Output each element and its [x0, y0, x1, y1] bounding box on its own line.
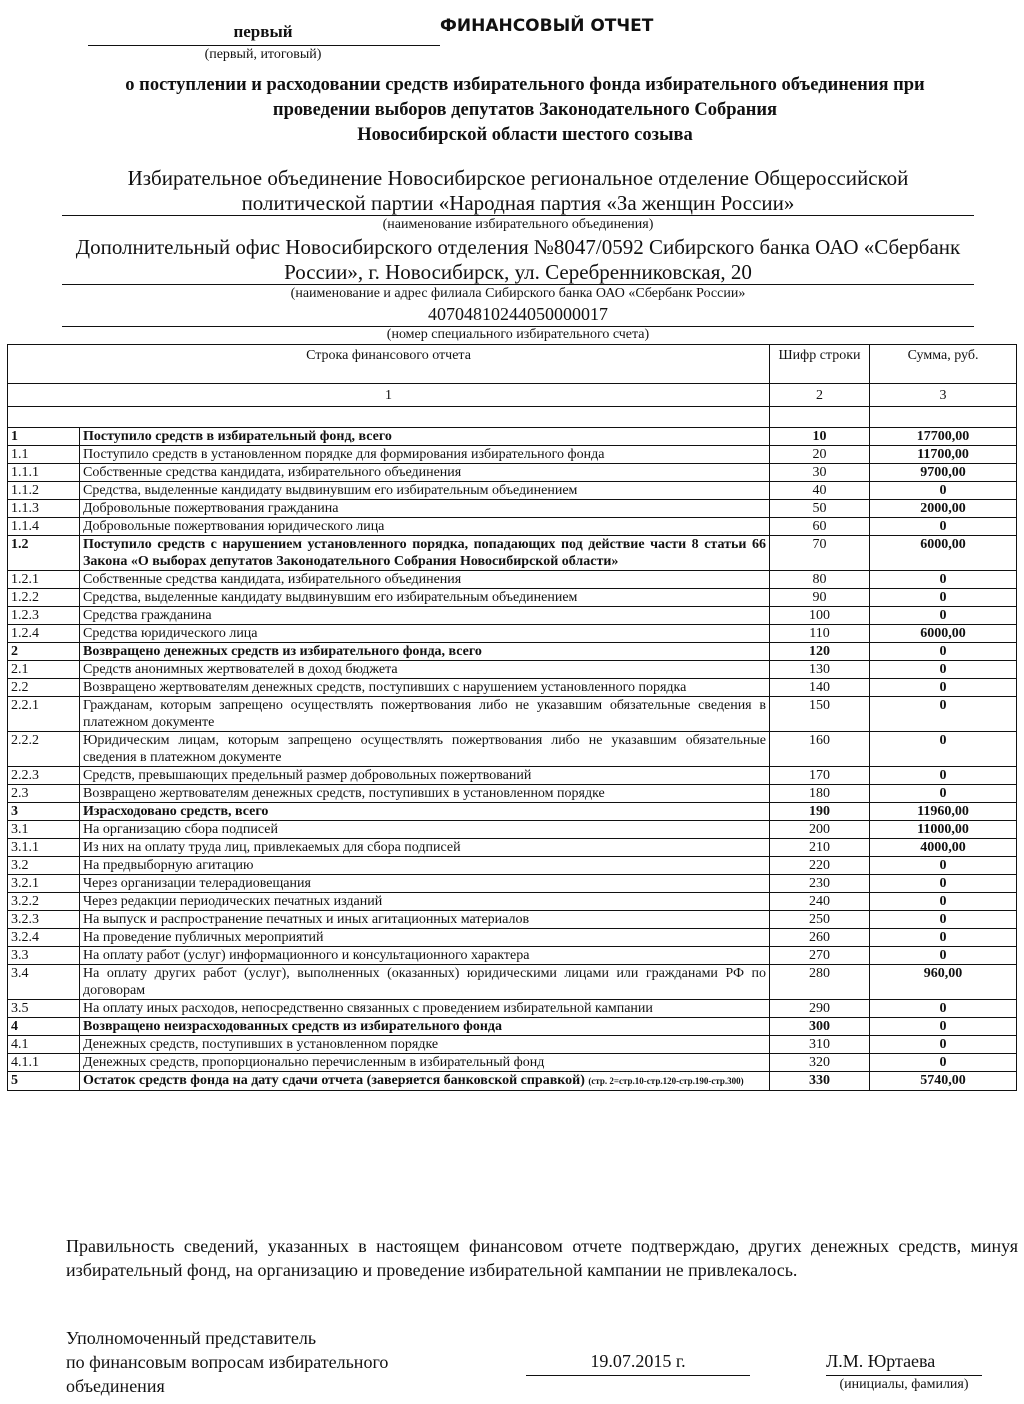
association-name — [62, 166, 974, 216]
row-name-text: Денежных средств, пропорционально перечисленным в избирательный фонд — [83, 1055, 545, 1070]
table-row — [8, 965, 1017, 1000]
row-name-text: Израсходовано средств, всего — [83, 804, 269, 819]
row-sum: 0 — [870, 785, 1017, 803]
association-line: Избирательное объединение Новосибирское региональное отделение Общероссийской — [127, 166, 909, 190]
row-name-text: Средства гражданина — [83, 608, 212, 623]
row-code: 240 — [770, 893, 870, 911]
row-sum: 9700,00 — [870, 464, 1017, 482]
table-row — [8, 839, 1017, 857]
row-name-text: Гражданам, которым запрещено осуществлять пожертвования либо не указавшим обязательные сведения в платежном документе — [83, 698, 767, 730]
row-name — [80, 536, 770, 571]
row-name-text: Возвращено жертвователям денежных средств, поступивших в установленном порядке — [83, 786, 605, 801]
row-name-text: Остаток средств фонда на дату сдачи отчета (заверяется банковской справкой) — [83, 1073, 585, 1088]
row-number: 3.1 — [8, 821, 80, 839]
row-name-text: На оплату работ (услуг) информационного и консультационного характера — [83, 948, 530, 963]
row-number: 4 — [8, 1018, 80, 1036]
row-number: 3.2 — [8, 857, 80, 875]
row-sum: 0 — [870, 482, 1017, 500]
row-sum: 11000,00 — [870, 821, 1017, 839]
row-name — [80, 661, 770, 679]
table-row — [8, 732, 1017, 767]
row-name — [80, 643, 770, 661]
row-number: 1 — [8, 428, 80, 446]
row-number: 3.3 — [8, 947, 80, 965]
row-sum: 0 — [870, 911, 1017, 929]
bank-hint: (наименование и адрес филиала Сибирского банка ОАО «Сбербанк России» — [290, 286, 746, 301]
subtitle-line: Новосибирской области шестого созыва — [357, 125, 693, 145]
colnum-2: 2 — [770, 384, 870, 407]
row-code: 200 — [770, 821, 870, 839]
row-sum: 960,00 — [870, 965, 1017, 1000]
row-name — [80, 929, 770, 947]
row-code: 260 — [770, 929, 870, 947]
row-number: 1.1.4 — [8, 518, 80, 536]
row-sum: 0 — [870, 643, 1017, 661]
row-name — [80, 785, 770, 803]
row-code: 170 — [770, 767, 870, 785]
table-row — [8, 929, 1017, 947]
row-code: 210 — [770, 839, 870, 857]
table-row — [8, 643, 1017, 661]
row-sum: 0 — [870, 1036, 1017, 1054]
row-name-text: На организацию сбора подписей — [83, 822, 278, 837]
table-row — [8, 500, 1017, 518]
row-name-text: Юридическим лицам, которым запрещено осуществлять пожертвования либо не указавшим обязательные сведения в платежном документе — [83, 733, 767, 765]
header-line: Строка финансового отчета — [8, 345, 770, 384]
row-name-text: На предвыборную агитацию — [83, 858, 254, 873]
row-sum: 0 — [870, 893, 1017, 911]
row-code: 300 — [770, 1018, 870, 1036]
report-type-rule — [88, 45, 440, 46]
row-code: 330 — [770, 1072, 870, 1091]
row-name-text: На оплату иных расходов, непосредственно связанных с проведением избирательной кампании — [83, 1001, 653, 1016]
bank-rule — [62, 284, 974, 285]
table-row — [8, 446, 1017, 464]
table-row — [8, 428, 1017, 446]
row-sum: 17700,00 — [870, 428, 1017, 446]
row-number: 4.1 — [8, 1036, 80, 1054]
row-number: 1.2.2 — [8, 589, 80, 607]
table-row — [8, 482, 1017, 500]
role-line: по финансовым вопросам избирательного — [66, 1352, 389, 1372]
row-number: 3.2.4 — [8, 929, 80, 947]
table-row — [8, 625, 1017, 643]
row-code: 70 — [770, 536, 870, 571]
row-name-text: Средств, превышающих предельный размер добровольных пожертвований — [83, 768, 532, 783]
row-sum: 0 — [870, 767, 1017, 785]
row-name-text: Через редакции периодических печатных изданий — [83, 894, 383, 909]
row-number: 1.2 — [8, 536, 80, 571]
row-name — [80, 697, 770, 732]
row-number: 1.1.1 — [8, 464, 80, 482]
row-code: 50 — [770, 500, 870, 518]
row-name-text: Средства, выделенные кандидату выдвинувшим его избирательным объединением — [83, 483, 578, 498]
row-number: 3.2.1 — [8, 875, 80, 893]
row-sum: 0 — [870, 875, 1017, 893]
row-number: 2.1 — [8, 661, 80, 679]
date-rule — [526, 1375, 750, 1376]
row-code: 40 — [770, 482, 870, 500]
row-name — [80, 428, 770, 446]
row-name — [80, 893, 770, 911]
row-number: 3.4 — [8, 965, 80, 1000]
row-code: 150 — [770, 697, 870, 732]
table-row — [8, 607, 1017, 625]
row-code: 280 — [770, 965, 870, 1000]
report-type-hint: (первый, итоговый) — [204, 47, 322, 62]
row-number: 3.1.1 — [8, 839, 80, 857]
row-name — [80, 911, 770, 929]
table-row — [8, 875, 1017, 893]
table-row — [8, 589, 1017, 607]
row-name-text: На выпуск и распространение печатных и иных агитационных материалов — [83, 912, 530, 927]
bank-line: России», г. Новосибирск, ул. Серебренниковская, 20 — [284, 260, 752, 284]
table-row — [8, 803, 1017, 821]
table-row — [8, 857, 1017, 875]
row-sum: 6000,00 — [870, 536, 1017, 571]
row-code: 160 — [770, 732, 870, 767]
row-name — [80, 500, 770, 518]
row-name — [80, 464, 770, 482]
report-title: ФИНАНСОВЫЙ ОТЧЕТ — [440, 16, 654, 36]
row-name — [80, 625, 770, 643]
table-row — [8, 536, 1017, 571]
signatory-name: Л.М. Юртаева — [826, 1351, 936, 1371]
row-code: 110 — [770, 625, 870, 643]
row-number: 3.2.2 — [8, 893, 80, 911]
table-colnum-row — [8, 384, 1017, 407]
row-name-text: На оплату других работ (услуг), выполненных (оказанных) юридическими лицами или гражданами РФ по договорам — [83, 966, 767, 998]
row-number: 4.1.1 — [8, 1054, 80, 1072]
row-number: 1.2.1 — [8, 571, 80, 589]
table-row — [8, 679, 1017, 697]
table-row — [8, 785, 1017, 803]
table-row — [8, 571, 1017, 589]
table-row — [8, 464, 1017, 482]
row-code: 10 — [770, 428, 870, 446]
signatory-name-hint: (инициалы, фамилия) — [839, 1377, 969, 1392]
table-row — [8, 1000, 1017, 1018]
row-name — [80, 518, 770, 536]
table-row — [8, 661, 1017, 679]
colnum-1: 1 — [8, 384, 770, 407]
table-row — [8, 911, 1017, 929]
header-code: Шифр строки — [770, 345, 870, 384]
bank-line: Дополнительный офис Новосибирского отделения №8047/0592 Сибирского банка ОАО «Сбербанк — [75, 235, 961, 259]
colnum-3: 3 — [870, 384, 1017, 407]
row-sum: 0 — [870, 697, 1017, 732]
row-code: 80 — [770, 571, 870, 589]
association-rule — [62, 215, 974, 216]
table-row — [8, 1018, 1017, 1036]
report-type: первый — [233, 22, 293, 41]
table-row — [8, 893, 1017, 911]
row-number: 1.1.2 — [8, 482, 80, 500]
row-number: 3.5 — [8, 1000, 80, 1018]
row-name — [80, 446, 770, 464]
row-sum: 0 — [870, 1018, 1017, 1036]
row-name — [80, 482, 770, 500]
row-code: 180 — [770, 785, 870, 803]
row-name-note: (стр. 2=стр.10-стр.120-стр.190-стр.300) — [588, 1076, 744, 1086]
row-sum: 0 — [870, 857, 1017, 875]
signatory-role — [66, 1326, 388, 1398]
row-name-text: Через организации телерадиовещания — [83, 876, 311, 891]
row-number: 1.2.3 — [8, 607, 80, 625]
row-name-text: Возвращено денежных средств из избирательного фонда, всего — [83, 644, 482, 659]
confirmation-text: Правильность сведений, указанных в настоящем финансовом отчете подтверждаю, других денежных средств, минуя избирательный фонд, на организацию и проведение избирательной кампании не привлекалось. — [66, 1236, 1018, 1280]
row-name — [80, 1018, 770, 1036]
role-line: объединения — [66, 1376, 165, 1396]
row-code: 100 — [770, 607, 870, 625]
row-sum: 0 — [870, 929, 1017, 947]
row-name — [80, 1072, 770, 1091]
row-number: 1.1 — [8, 446, 80, 464]
row-name-text: Поступило средств с нарушением установленного порядка, попадающих под действие части 8 статьи 66 Закона «О выборах депутатов Законодательного Собрания Новосибирской области» — [83, 537, 767, 569]
table-spacer-row — [8, 407, 1017, 428]
row-name-text: Возвращено жертвователям денежных средств, поступивших с нарушением установленного порядка — [83, 680, 687, 695]
row-sum: 0 — [870, 589, 1017, 607]
row-sum: 0 — [870, 661, 1017, 679]
row-number: 2.2.1 — [8, 697, 80, 732]
row-code: 120 — [770, 643, 870, 661]
row-sum: 0 — [870, 947, 1017, 965]
table-row — [8, 1072, 1017, 1091]
table-row — [8, 518, 1017, 536]
row-name — [80, 875, 770, 893]
row-name-text: Поступило средств в избирательный фонд, всего — [83, 429, 392, 444]
row-name-text: Собственные средства кандидата, избирательного объединения — [83, 465, 462, 480]
row-name-text: Добровольные пожертвования гражданина — [83, 501, 339, 516]
row-sum: 0 — [870, 679, 1017, 697]
row-name — [80, 589, 770, 607]
row-name — [80, 1036, 770, 1054]
row-sum: 11960,00 — [870, 803, 1017, 821]
table-row — [8, 767, 1017, 785]
row-sum: 0 — [870, 607, 1017, 625]
account-hint: (номер специального избирательного счета) — [386, 327, 650, 342]
row-code: 140 — [770, 679, 870, 697]
header-sum: Сумма, руб. — [870, 345, 1017, 384]
row-code: 190 — [770, 803, 870, 821]
row-code: 320 — [770, 1054, 870, 1072]
bank-name — [62, 235, 974, 285]
row-sum: 0 — [870, 518, 1017, 536]
row-code: 220 — [770, 857, 870, 875]
row-sum: 0 — [870, 571, 1017, 589]
association-hint: (наименование избирательного объединения) — [382, 217, 654, 232]
row-name — [80, 821, 770, 839]
row-name-text: Средств анонимных жертвователей в доход бюджета — [83, 662, 398, 677]
row-name-text: Средства юридического лица — [83, 626, 258, 641]
row-name-text: Средства, выделенные кандидату выдвинувшим его избирательным объединением — [83, 590, 578, 605]
row-code: 270 — [770, 947, 870, 965]
row-number: 2.3 — [8, 785, 80, 803]
row-name — [80, 767, 770, 785]
row-name — [80, 571, 770, 589]
role-line: Уполномоченный представитель — [66, 1328, 317, 1348]
table-row — [8, 1036, 1017, 1054]
table-row — [8, 1054, 1017, 1072]
row-sum: 0 — [870, 1000, 1017, 1018]
row-name-text: Поступило средств в установленном порядке для формирования избирательного фонда — [83, 447, 605, 462]
row-name — [80, 839, 770, 857]
row-name — [80, 965, 770, 1000]
subtitle-line: проведении выборов депутатов Законодательного Собрания — [272, 100, 778, 120]
row-code: 310 — [770, 1036, 870, 1054]
financial-table — [7, 344, 1017, 1091]
row-number: 5 — [8, 1072, 80, 1091]
row-sum: 5740,00 — [870, 1072, 1017, 1091]
row-name — [80, 1000, 770, 1018]
row-name — [80, 947, 770, 965]
association-line: политической партии «Народная партия «За женщин России» — [241, 191, 795, 215]
table-row — [8, 821, 1017, 839]
row-code: 20 — [770, 446, 870, 464]
row-name-text: Собственные средства кандидата, избирательного объединения — [83, 572, 462, 587]
row-name — [80, 1054, 770, 1072]
row-name-text: На проведение публичных мероприятий — [83, 930, 324, 945]
row-code: 250 — [770, 911, 870, 929]
row-name — [80, 857, 770, 875]
row-code: 90 — [770, 589, 870, 607]
row-number: 2.2.3 — [8, 767, 80, 785]
row-name-text: Из них на оплату труда лиц, привлекаемых для сбора подписей — [83, 840, 461, 855]
row-number: 3.2.3 — [8, 911, 80, 929]
row-number: 2.2.2 — [8, 732, 80, 767]
table-header-row — [8, 345, 1017, 384]
row-sum: 11700,00 — [870, 446, 1017, 464]
row-name-text: Добровольные пожертвования юридического лица — [83, 519, 385, 534]
account-number: 40704810244050000017 — [428, 304, 608, 324]
table-row — [8, 697, 1017, 732]
row-sum: 4000,00 — [870, 839, 1017, 857]
signature-date: 19.07.2015 г. — [590, 1351, 686, 1371]
row-sum: 0 — [870, 732, 1017, 767]
row-name — [80, 803, 770, 821]
row-number: 1.1.3 — [8, 500, 80, 518]
row-number: 1.2.4 — [8, 625, 80, 643]
row-name — [80, 679, 770, 697]
row-sum: 6000,00 — [870, 625, 1017, 643]
row-code: 60 — [770, 518, 870, 536]
subtitle-line: о поступлении и расходовании средств избирательного фонда избирательного объединения при — [125, 75, 925, 95]
row-sum: 0 — [870, 1054, 1017, 1072]
row-code: 230 — [770, 875, 870, 893]
row-name-text: Денежных средств, поступивших в установленном порядке — [83, 1037, 439, 1052]
name-rule — [826, 1375, 982, 1376]
row-name — [80, 732, 770, 767]
row-code: 30 — [770, 464, 870, 482]
row-sum: 2000,00 — [870, 500, 1017, 518]
row-number: 3 — [8, 803, 80, 821]
row-name-text: Возвращено неизрасходованных средств из избирательного фонда — [83, 1019, 503, 1034]
table-row — [8, 947, 1017, 965]
row-code: 130 — [770, 661, 870, 679]
report-subtitle — [60, 73, 990, 148]
row-number: 2 — [8, 643, 80, 661]
row-number: 2.2 — [8, 679, 80, 697]
row-code: 290 — [770, 1000, 870, 1018]
row-name — [80, 607, 770, 625]
